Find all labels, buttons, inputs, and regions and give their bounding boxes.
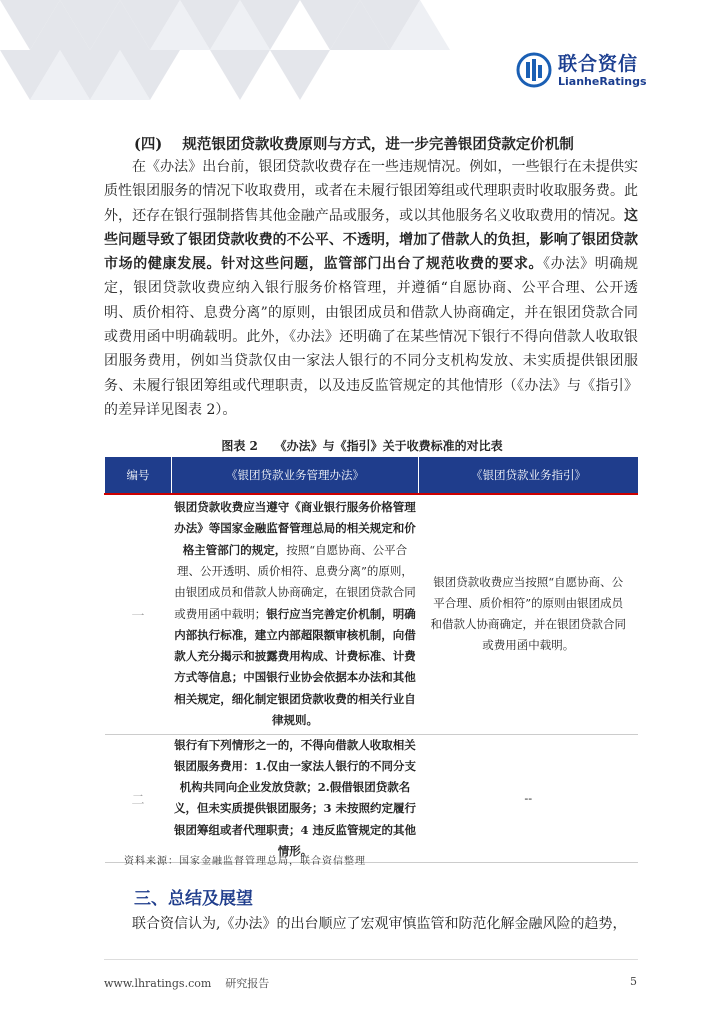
footer-divider	[104, 959, 638, 960]
table-cell-banfa: 银行有下列情形之一的，不得向借款人收取相关银团服务费用：1.仅由一家法人银行的不同分支机构共同向企业发放贷款；2.假借银团贷款名义，但未实质提供银团服务；3 未按照约定履行银团筹组或者代理职责；4 违反监管规定的其他情形。	[172, 734, 419, 863]
table-cell-zhiyin: --	[419, 734, 639, 863]
cell-text: 银团贷款收费应当遵守《商业银行服务价格管理办法》等国家金融监督管理总局的相关规定和价格主管部门的规定，	[174, 500, 416, 557]
page-number: 5	[630, 975, 637, 988]
paragraph-text-end: 《办法》明确规定，银团贷款收费应纳入银行服务价格管理，并遵循“自愿协商、公平合理、公开透明、质价相符、息费分离”的原则，由银团成员和借款人协商确定，并在银团贷款合同或费用函中明确载明。此外，《办法》还明确了在某些情况下银行不得向借款人收取银团服务费用，例如当贷款仅由一家法人银行的不同分支机构发放、未实质提供银团服务、未履行银团筹组或代理职责，以及违反监管规定的其他情形（《办法》与《指引》的差异详见图表 2）。	[104, 256, 639, 418]
table-header-num: 编号	[105, 457, 172, 494]
table-row	[105, 734, 639, 863]
footer-site: www.lhratings.com 研究报告	[104, 977, 270, 990]
section-heading: (四) 规范银团贷款收费原则与方式，进一步完善银团贷款定价机制	[134, 136, 574, 153]
comparison-table	[104, 457, 638, 863]
table-cell-banfa	[172, 494, 419, 734]
table-cell-zhiyin: 银团贷款收费应当按照“自愿协商、公平合理、质价相符”的原则由银团成员和借款人协商确定，并在银团贷款合同或费用函中载明。	[419, 494, 639, 734]
paragraph-bold-text: 这些问题导致了银团贷款收费的不公平、不透明，增加了借款人的负担，影响了银团贷款市场的健康发展。针对这些问题，监管部门出台了规范收费的要求。	[104, 207, 638, 273]
header-triangle-decoration	[0, 0, 480, 110]
section-title: 三、总结及展望	[134, 889, 253, 909]
table-header-row	[105, 457, 639, 494]
brand-name-en: LianheRatings	[558, 74, 647, 88]
body-paragraph	[104, 155, 638, 422]
brand-logo	[516, 52, 647, 88]
table-source-note: 资料来源：国家金融监督管理总局，联合资信整理	[124, 856, 366, 867]
cell-text-normal: 按照“自愿协商、公平合理、公开透明、质价相符、息费分离”的原则，由银团成员和借款人协商确定，在银团贷款合同或费用函中载明；	[174, 542, 416, 621]
brand-name-cn: 联合资信	[558, 52, 639, 75]
lianhe-logo-icon	[516, 52, 552, 88]
paragraph-text: 在《办法》出台前，银团贷款收费存在一些违规情况。例如，一些银行在未提供实质性银团服务的情况下收取费用，或者在未履行银团筹组或代理职责时收取服务费。此外，还存在银行强制搭售其他金融产品或服务，或以其他服务名义收取费用的情况。	[104, 159, 638, 224]
table-header-banfa: 《银团贷款业务管理办法》	[172, 457, 419, 494]
table-row	[105, 494, 639, 734]
figure-title: 图表 2 《办法》与《指引》关于收费标准的对比表	[221, 439, 503, 453]
section-paragraph: 联合资信认为,《办法》的出台顺应了宏观审慎监管和防范化解金融风险的趋势，	[132, 916, 627, 932]
cell-text-bold: 银行应当完善定价机制，明确内部执行标准，建立内部超限额审核机制，向借款人充分揭示和披露费用构成、计费标准、计费方式等信息；中国银行业协会依据本办法和其他相关规定，细化制定银团贷款收费的相关行业自律规则。	[174, 606, 416, 728]
row-number: 一	[105, 494, 172, 734]
table-header-zhiyin: 《银团贷款业务指引》	[419, 457, 639, 494]
row-number: 二	[105, 734, 172, 863]
